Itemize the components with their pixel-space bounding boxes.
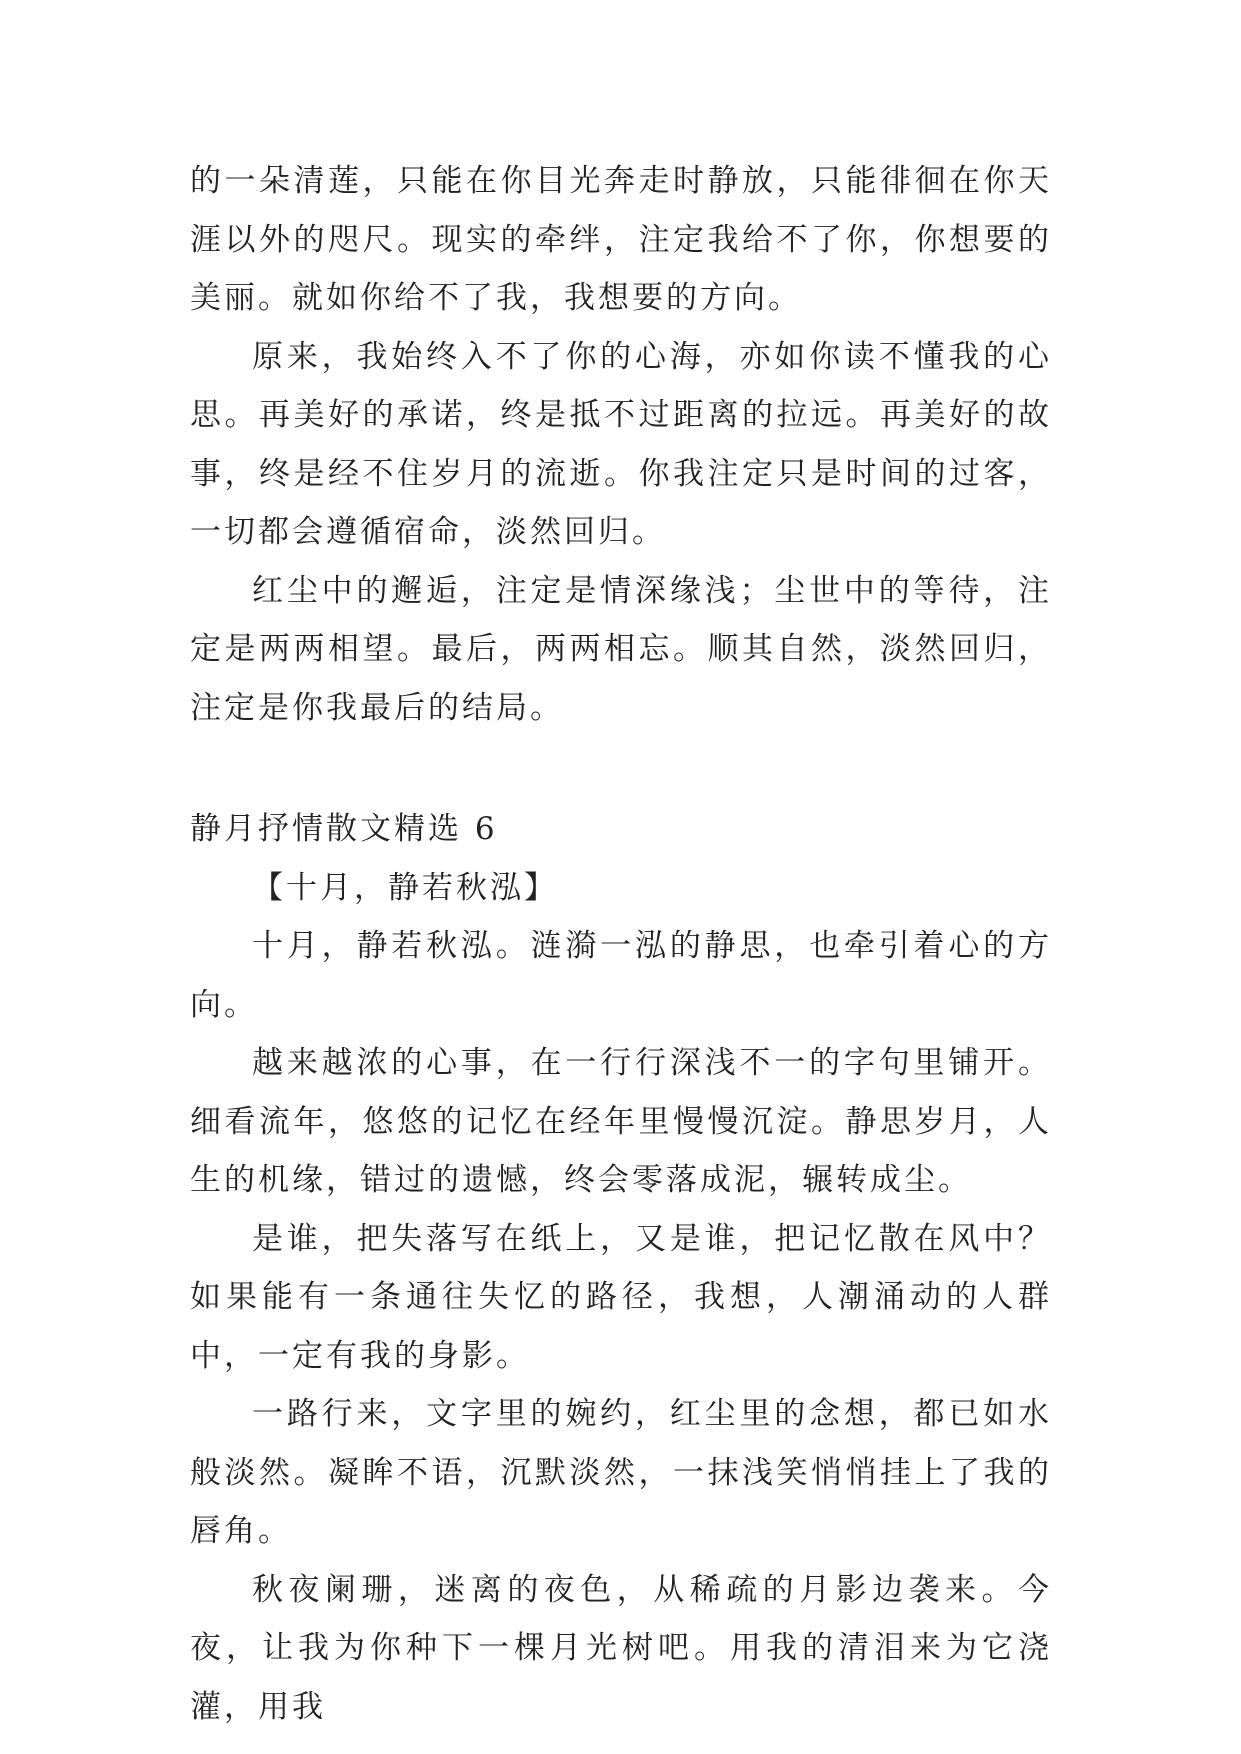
body-paragraph: 十月，静若秋泓。涟漪一泓的静思，也牵引着心的方向。 xyxy=(190,928,1052,1023)
body-paragraph: 是谁，把失落写在纸上，又是谁，把记忆散在风中？如果能有一条通往失忆的路径，我想，人潮涌动的人群中，一定有我的身影。 xyxy=(190,1220,1052,1374)
section-title: 静月抒情散文精选 6 xyxy=(190,811,498,847)
document-page xyxy=(190,152,1052,1736)
body-paragraph: 一路行来，文字里的婉约，红尘里的念想，都已如水般淡然。凝眸不语，沉默淡然，一抹浅笑悄悄挂上了我的唇角。 xyxy=(190,1396,1052,1549)
section-subtitle: 【十月，静若秋泓】 xyxy=(252,869,558,906)
body-paragraph: 红尘中的邂逅，注定是情深缘浅；尘世中的等待，注定是两两相望。最后，两两相忘。顺其自然，淡然回归，注定是你我最后的结局。 xyxy=(190,572,1052,726)
body-paragraph: 越来越浓的心事，在一行行深浅不一的字句里铺开。细看流年，悠悠的记忆在经年里慢慢沉淀。静思岁月，人生的机缘，错过的遗憾，终会零落成泥，辗转成尘。 xyxy=(190,1045,1052,1198)
body-paragraph: 的一朵清莲，只能在你目光奔走时静放，只能徘徊在你天涯以外的咫尺。现实的牵绊，注定我给不了你，你想要的美丽。就如你给不了我，我想要的方向。 xyxy=(190,163,1052,316)
body-paragraph: 秋夜阑珊，迷离的夜色，从稀疏的月影边袭来。今夜，让我为你种下一棵月光树吧。用我的清泪来为它浇灌，用我 xyxy=(190,1571,1052,1725)
body-paragraph: 原来，我始终入不了你的心海，亦如你读不懂我的心思。再美好的承诺，终是抵不过距离的拉远。再美好的故事，终是经不住岁月的流逝。你我注定只是时间的过客，一切都会遵循宿命，淡然回归。 xyxy=(190,338,1052,550)
